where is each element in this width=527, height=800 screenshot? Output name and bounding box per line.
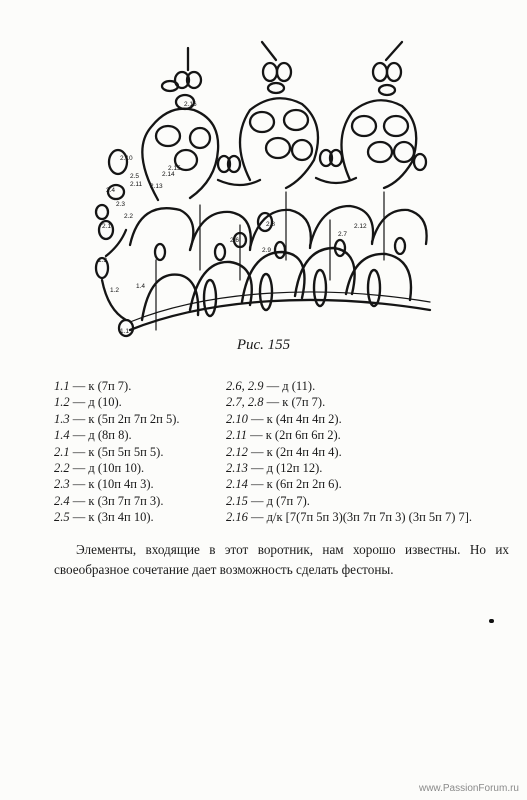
legend-row	[226, 493, 472, 509]
legend-id: 1.2	[54, 395, 70, 410]
element-label: 2.7	[338, 231, 348, 238]
element-label: 1.4	[136, 283, 146, 290]
legend-text: — д/к [7(7п 5п 3)(3п 7п 7п 3) (3п 5п 7) 7].	[247, 510, 473, 525]
legend-text: — д (10п 10).	[69, 461, 145, 476]
legend-text: — д (10).	[69, 395, 122, 410]
legend-text: — к (3п 4п 10).	[69, 510, 154, 525]
element-label: 2.5	[130, 173, 140, 180]
legend-row	[54, 460, 180, 476]
element-label: 1.1	[120, 328, 130, 335]
legend-id: 2.15	[226, 493, 248, 508]
legend-row	[54, 444, 180, 460]
legend-id: 1.3	[54, 411, 70, 426]
legend-text: — к (10п 4п 3).	[69, 477, 154, 492]
legend-id: 2.14	[226, 477, 248, 492]
element-label: 2.14	[162, 171, 175, 178]
legend-text: — д (7п 7).	[247, 493, 310, 508]
legend-text: — д (11).	[263, 379, 316, 393]
legend-id: 1.4	[54, 428, 70, 443]
legend-row	[54, 509, 180, 525]
element-label: 2.10	[120, 155, 133, 162]
legend-id: 2.12	[226, 444, 248, 459]
element-label: 2.2	[124, 213, 134, 220]
legend-row	[54, 394, 180, 410]
legend-id: 2.2	[54, 461, 70, 476]
legend-row	[226, 509, 472, 525]
element-label: 1.3	[98, 257, 108, 264]
left-edge-chain	[96, 150, 133, 336]
base-bar-inner	[130, 292, 430, 322]
element-label: 2.3	[116, 201, 126, 208]
legend-text: — к (5п 5п 5п 5).	[69, 444, 164, 459]
medallion-2	[240, 42, 318, 188]
element-label: 2.11	[130, 181, 143, 188]
element-label: 1.2	[110, 287, 120, 294]
base-bar	[130, 300, 430, 330]
element-label: 2.1	[102, 223, 112, 230]
element-label: 2.4	[106, 187, 116, 194]
legend-id: 2.11	[226, 428, 247, 443]
figure-caption: Рис. 155	[236, 337, 291, 353]
element-label: 2.13	[150, 183, 163, 190]
legend-id: 2.7, 2.8	[226, 395, 264, 410]
legend-id: 2.13	[226, 461, 248, 476]
legend-id: 2.4	[54, 493, 70, 508]
element-label: 2.6	[230, 237, 240, 244]
lower-scallops	[142, 248, 411, 320]
legend-text: — д (12п 12).	[247, 461, 323, 476]
print-speck	[489, 619, 494, 623]
legend-id: 2.10	[226, 411, 248, 426]
legend-id: 2.1	[54, 444, 70, 459]
legend-left-column	[54, 378, 180, 526]
body-paragraph: Элементы, входящие в этот воротник, нам хорошо известны. Но их своеобразное сочетание дает возможность сделать фестоны.	[54, 542, 509, 577]
legend-text: — к (7п 7).	[263, 395, 326, 410]
element-label: 2.9	[262, 247, 272, 254]
legend-row	[226, 460, 472, 476]
legend-row	[226, 394, 472, 410]
legend-text: — к (6п 2п 2п 6).	[247, 477, 342, 492]
element-label: 2.16	[184, 101, 197, 108]
legend-text: — к (5п 2п 7п 2п 5).	[69, 411, 180, 426]
legend-id: 1.1	[54, 379, 70, 393]
legend-id: 2.3	[54, 477, 70, 492]
legend-row	[54, 476, 180, 492]
legend-text: — к (2п 6п 6п 2).	[246, 428, 341, 443]
legend-row	[54, 378, 180, 394]
medallion-1	[142, 48, 218, 200]
legend-right-column	[226, 378, 472, 526]
legend-text: — к (7п 7).	[69, 379, 132, 393]
medallion-3	[341, 42, 416, 188]
legend-row	[54, 493, 180, 509]
legend-row	[226, 411, 472, 427]
legend-row	[226, 444, 472, 460]
tatting-collar-diagram	[90, 30, 450, 342]
legend-id: 2.16	[226, 510, 248, 525]
legend-row	[226, 378, 472, 394]
legend-text: — к (2п 4п 4п 4).	[247, 444, 342, 459]
legend-row	[54, 427, 180, 443]
legend-row	[226, 476, 472, 492]
element-label: 2.8	[266, 221, 276, 228]
legend-row	[226, 427, 472, 443]
element-label: 2.12	[354, 223, 367, 230]
element-label: 2.15	[168, 165, 181, 172]
legend-text: — д (8п 8).	[69, 428, 132, 443]
legend-id: 2.6, 2.9	[226, 379, 264, 393]
watermark: www.PassionForum.ru	[418, 783, 519, 794]
legend-text: — к (3п 7п 7п 3).	[69, 493, 164, 508]
legend-row	[54, 411, 180, 427]
legend-id: 2.5	[54, 510, 70, 525]
legend-text: — к (4п 4п 4п 2).	[247, 411, 342, 426]
